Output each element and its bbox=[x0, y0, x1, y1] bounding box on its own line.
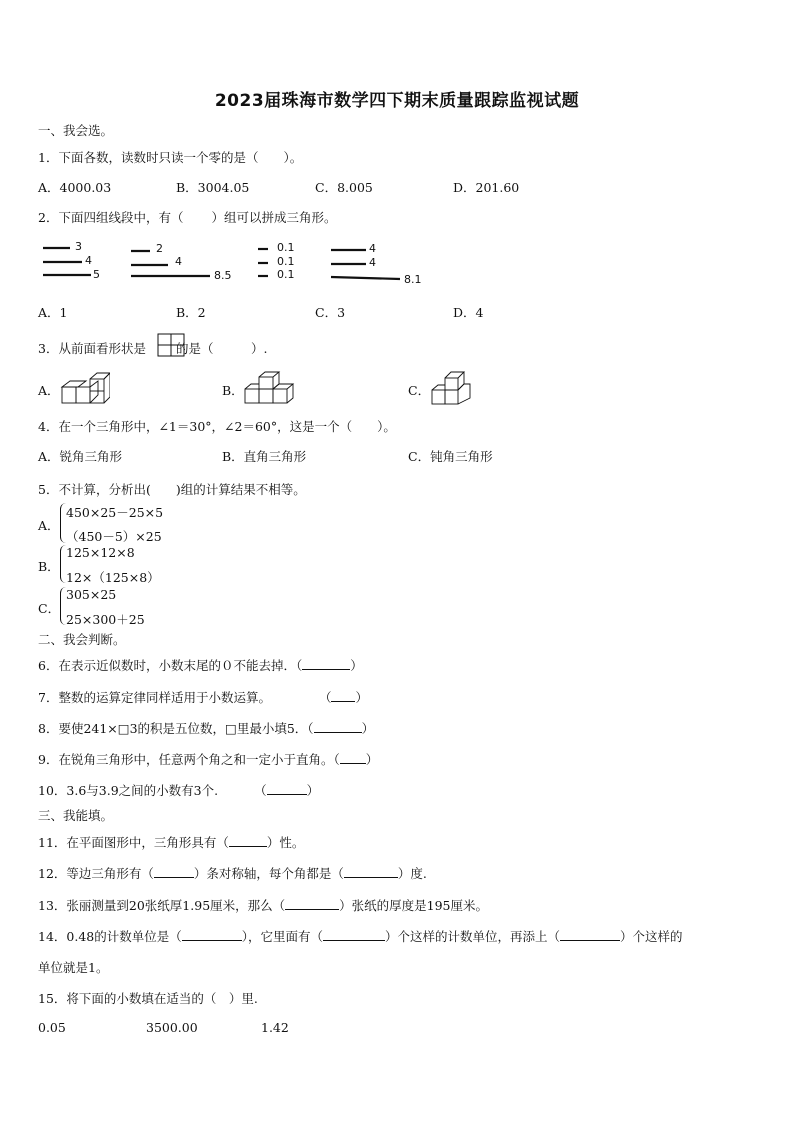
segment-label: 4 bbox=[175, 255, 182, 268]
question-9 bbox=[38, 750, 378, 768]
segment-label: 8.1 bbox=[404, 273, 422, 286]
answer-blank[interactable] bbox=[229, 834, 267, 847]
segment-label: 0.1 bbox=[277, 255, 295, 268]
question-3-text-b: 的是（ ）. bbox=[175, 341, 268, 356]
segment-label: 0.1 bbox=[277, 268, 295, 281]
line-segments-drawing bbox=[38, 238, 438, 290]
question-8-text: 8．要使241×□3的积是五位数，□里最小填5．（ bbox=[38, 721, 314, 736]
q3-option-b: B． bbox=[222, 383, 244, 398]
answer-blank[interactable] bbox=[182, 928, 242, 941]
question-13 bbox=[38, 896, 488, 914]
question-10-text: 10．3.6与3.9之间的小数有3个. bbox=[38, 783, 219, 798]
question-11-text-a: 11．在平面图形中，三角形具有（ bbox=[38, 835, 229, 850]
q4-option-b: B．直角三角形 bbox=[222, 449, 307, 464]
answer-blank[interactable] bbox=[302, 657, 350, 670]
question-14-continued: 单位就是1。 bbox=[38, 960, 109, 975]
question-7-text: 7．整数的运算定律同样适用于小数运算。 bbox=[38, 690, 271, 705]
segment-label: 4 bbox=[85, 254, 92, 267]
question-4: 4．在一个三角形中，∠1＝30°，∠2＝60°，这是一个（ ）。 bbox=[38, 419, 396, 434]
question-2-text-a: 2．下面四组线段中，有（ bbox=[38, 210, 184, 225]
question-11 bbox=[38, 833, 304, 851]
question-11-text-b: ）性。 bbox=[266, 835, 305, 850]
answer-blank[interactable] bbox=[344, 865, 398, 878]
question-8 bbox=[38, 719, 374, 737]
question-14-text-a: 14．0.48的计数单位是（ bbox=[38, 929, 182, 944]
line-segments-figure bbox=[38, 238, 438, 290]
section-heading-2: 二、我会判断。 bbox=[38, 632, 126, 647]
question-3-text-a: 3．从前面看形状是 bbox=[38, 341, 146, 356]
cube-stack-a-icon bbox=[60, 369, 110, 405]
q5-option-c-label: C． bbox=[38, 601, 61, 616]
answer-blank[interactable] bbox=[267, 782, 307, 795]
q5-option-b-line-2: 12×（125×8） bbox=[66, 570, 160, 585]
q1-option-a: A．4000.03 bbox=[38, 180, 112, 195]
cube-stack-b-icon bbox=[243, 369, 295, 405]
cube-stack-c-icon bbox=[430, 368, 474, 408]
question-12 bbox=[38, 864, 427, 882]
decimal-number: 3500.00 bbox=[146, 1020, 198, 1035]
page-title: 2023届珠海市数学四下期末质量跟踪监视试题 bbox=[214, 91, 580, 111]
decimal-number: 0.05 bbox=[38, 1020, 66, 1035]
answer-blank[interactable] bbox=[314, 720, 362, 733]
question-10: 10．3.6与3.9之间的小数有3个. （ ） bbox=[38, 783, 320, 798]
question-12-text-a: 12．等边三角形有（ bbox=[38, 866, 154, 881]
front-view-shape-icon bbox=[157, 333, 185, 357]
close-paren: ） bbox=[350, 658, 363, 673]
answer-blank[interactable] bbox=[560, 928, 620, 941]
question-2 bbox=[38, 208, 336, 226]
question-12-text-c: ）度. bbox=[397, 866, 427, 881]
q2-option-c: C．3 bbox=[315, 305, 346, 320]
question-14-text-b: ），它里面有（ bbox=[241, 929, 324, 944]
answer-blank[interactable] bbox=[285, 897, 339, 910]
q3-option-c: C． bbox=[408, 383, 431, 398]
question-5: 5．不计算，分析出( )组的计算结果不相等。 bbox=[38, 482, 306, 497]
q5-option-b-label: B． bbox=[38, 559, 60, 574]
q4-option-c: C．钝角三角形 bbox=[408, 449, 493, 464]
question-6-text: 6．在表示近似数时，小数末尾的０不能去掉．（ bbox=[38, 658, 303, 673]
question-6 bbox=[38, 656, 363, 674]
q5-option-c-line-1: 305×25 bbox=[66, 587, 117, 602]
question-9-text: 9．在锐角三角形中，任意两个角之和一定小于直角。（ bbox=[38, 752, 340, 767]
question-14-text-d: ）个这样的 bbox=[620, 929, 683, 944]
question-1: 1．下面各数，读数时只读一个零的是（ ）。 bbox=[38, 150, 303, 165]
close-paren: ） bbox=[306, 783, 320, 798]
q5-option-a-line-2: （450－5）×25 bbox=[66, 529, 162, 544]
question-14-text-c: ）个这样的计数单位，再添上（ bbox=[385, 929, 561, 944]
segment-label: 3 bbox=[75, 240, 82, 253]
question-13-text-a: 13．张丽测量到20张纸厚1.95厘米，那么（ bbox=[38, 898, 286, 913]
segment-label: 4 bbox=[369, 256, 376, 269]
close-paren: ） bbox=[355, 690, 368, 705]
question-14 bbox=[38, 927, 683, 945]
question-3 bbox=[38, 339, 267, 357]
answer-blank[interactable] bbox=[340, 751, 366, 764]
q5-option-a-label: A． bbox=[38, 518, 60, 533]
q4-option-a: A．锐角三角形 bbox=[38, 449, 123, 464]
q2-option-a: A．1 bbox=[38, 305, 68, 320]
q2-option-b: B．2 bbox=[176, 305, 206, 320]
segment-label: 5 bbox=[93, 268, 100, 281]
q1-option-b: B．3004.05 bbox=[176, 180, 250, 195]
answer-blank[interactable] bbox=[331, 689, 355, 702]
answer-blank[interactable] bbox=[323, 928, 385, 941]
q3-option-a: A． bbox=[38, 383, 60, 398]
question-13-text-b: ）张纸的厚度是195厘米。 bbox=[339, 898, 489, 913]
q5-option-c-line-2: 25×300＋25 bbox=[66, 612, 145, 627]
q1-option-d: D．201.60 bbox=[453, 180, 520, 195]
segment-label: 0.1 bbox=[277, 241, 295, 254]
section-heading-3: 三、我能填。 bbox=[38, 808, 114, 823]
close-paren: ） bbox=[361, 721, 375, 736]
q1-option-c: C．8.005 bbox=[315, 180, 373, 195]
question-15: 15．将下面的小数填在适当的（ ）里. bbox=[38, 991, 258, 1006]
segment-label: 8.5 bbox=[214, 269, 232, 282]
q2-option-d: D．4 bbox=[453, 305, 484, 320]
q5-option-a-line-1: 450×25－25×5 bbox=[66, 505, 164, 520]
decimal-number: 1.42 bbox=[261, 1020, 289, 1035]
segment-label: 4 bbox=[369, 242, 376, 255]
question-7: 7．整数的运算定律同样适用于小数运算。 （ ） bbox=[38, 690, 368, 705]
close-paren: ） bbox=[365, 752, 379, 767]
question-2-text-b: ）组可以拼成三角形。 bbox=[211, 210, 337, 225]
question-12-text-b: ）条对称轴，每个角都是（ bbox=[193, 866, 344, 881]
section-heading-1: 一、我会选。 bbox=[38, 123, 114, 138]
segment-label: 2 bbox=[156, 242, 163, 255]
answer-blank[interactable] bbox=[154, 865, 194, 878]
q5-option-b-line-1: 125×12×8 bbox=[66, 545, 135, 560]
